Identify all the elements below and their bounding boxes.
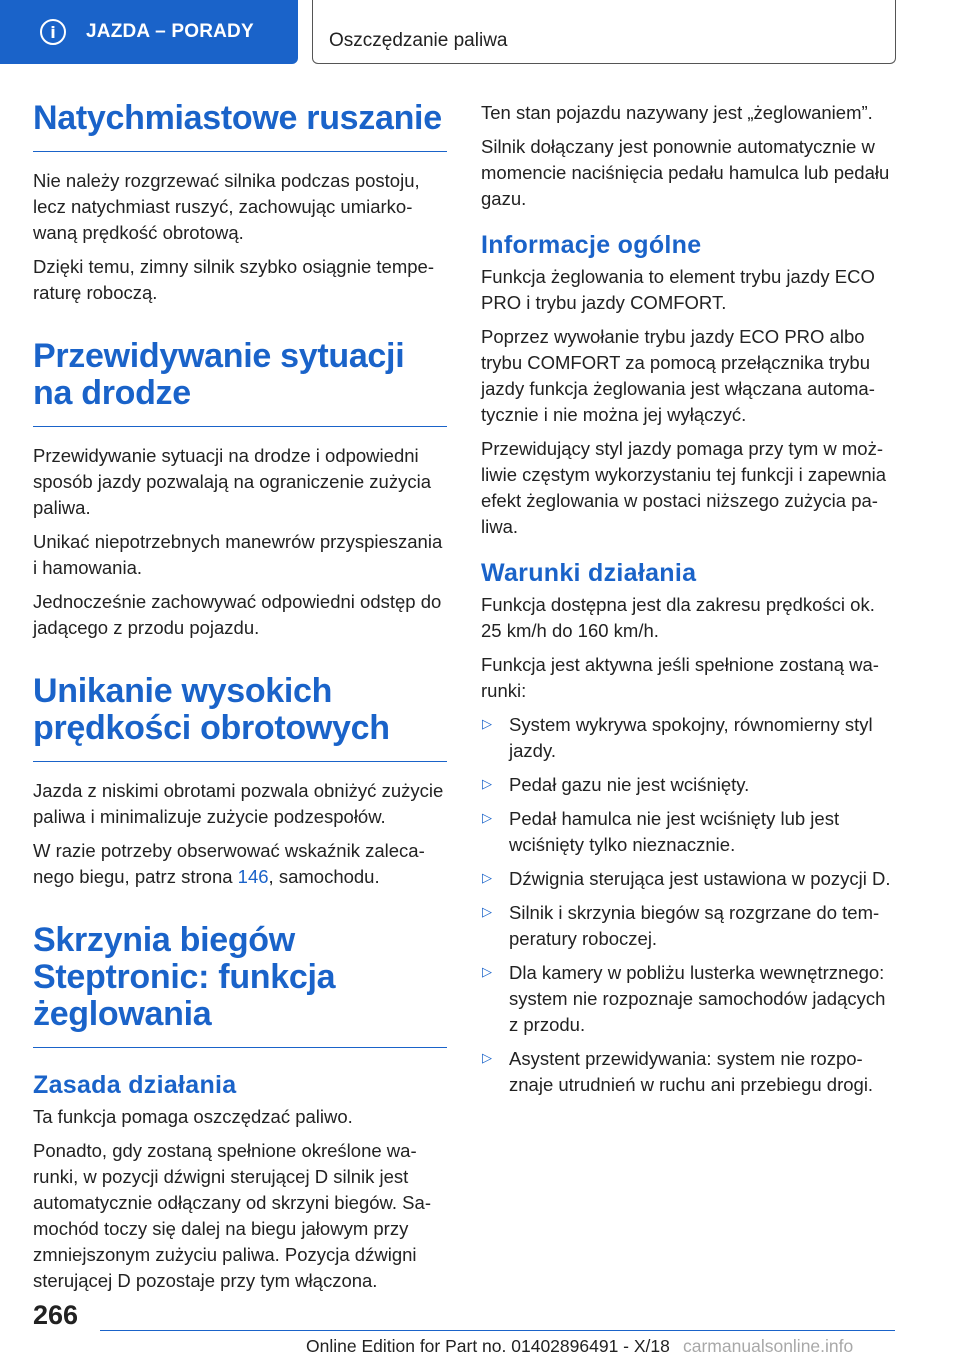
page-header: [312, 0, 896, 64]
heading-anticipation: Przewidywanie sytuacji na drodze: [33, 338, 447, 427]
paragraph: [33, 838, 447, 890]
section-label: JAZDA – PORADY: [86, 21, 254, 42]
page-title: Oszczędzanie paliwa: [329, 30, 508, 51]
paragraph: Ten stan pojazdu nazywany jest „żeglowaniem”.: [481, 102, 873, 123]
subheading-conditions: Warunki działania: [481, 559, 697, 587]
list-item: ▷ Dla kamery w pobliżu lusterka wewnętrznego: system nie rozpoznaje samochodów jadących z przodu.: [482, 962, 886, 1035]
info-icon: i: [40, 19, 66, 45]
paragraph: Ponadto, gdy zostaną spełnione określone warunki, w pozycji dźwigni sterującej D silnik jest automatycznie odłączany od skrzyni biegów. Samochód toczy się dalej na biegu jałowym przy zmniejszonym zużyciu paliwa. Pozycja dźwigni sterującej D pozostaje przy tym włączona.: [33, 1140, 431, 1291]
triangle-bullet-icon: ▷: [482, 965, 492, 980]
paragraph: Unikać niepotrzebnych manewrów przyspieszania i hamowania.: [33, 531, 443, 578]
paragraph: Funkcja dostępna jest dla zakresu prędkości ok. 25 km/h do 160 km/h.: [481, 594, 875, 641]
triangle-bullet-icon: ▷: [482, 717, 492, 732]
paragraph: Ta funkcja pomaga oszczędzać paliwo.: [33, 1106, 353, 1127]
edition-text: Online Edition for Part no. 01402896491 - X/18: [306, 1336, 670, 1356]
list-item: ▷ Silnik i skrzynia biegów są rozgrzane do temperatury roboczej.: [482, 902, 880, 949]
subheading-principle: Zasada działania: [33, 1071, 237, 1099]
paragraph: Przewidywanie sytuacji na drodze i odpowiedni sposób jazdy pozwalają na ograniczenie zużycia paliwa.: [33, 445, 431, 518]
right-column: [481, 100, 899, 1106]
paragraph: Funkcja jest aktywna jeśli spełnione zostaną warunki:: [481, 654, 879, 701]
heading-steptronic-coasting: Skrzynia biegów Steptronic: funkcja żeglowania: [33, 922, 447, 1048]
paragraph: Nie należy rozgrzewać silnika podczas postoju, lecz natychmiast ruszyć, zachowując umiarkowaną prędkość obrotową.: [33, 170, 420, 243]
heading-immediate-start: Natychmiastowe ruszanie: [33, 100, 447, 152]
text-fragment: W razie potrzeby obserwować wskaźnik zalecanego biegu, patrz strona: [33, 840, 425, 887]
paragraph: Jednocześnie zachowywać odpowiedni odstęp do jadącego z przodu pojazdu.: [33, 591, 442, 638]
watermark: carmanualsonline.info: [680, 1336, 853, 1357]
section-tab: [0, 0, 298, 64]
footer-divider: [100, 1330, 895, 1331]
paragraph: Przewidujący styl jazdy pomaga przy tym w możliwie częstym wykorzystaniu tej funkcji i zapewnia efekt żeglowania w postaci niższego zużycia paliwa.: [481, 438, 887, 537]
triangle-bullet-icon: ▷: [482, 905, 492, 920]
subheading-general-info: Informacje ogólne: [481, 231, 702, 259]
triangle-bullet-icon: ▷: [482, 777, 492, 792]
triangle-bullet-icon: ▷: [482, 871, 492, 886]
left-column: [33, 100, 447, 1302]
list-item: ▷ Asystent przewidywania: system nie rozpoznaje utrudnień w ruchu ani przebiegu drogi.: [482, 1048, 874, 1095]
paragraph: Silnik dołączany jest ponownie automatycznie w momencie naciśnięcia pedału hamulca lub pedału gazu.: [481, 136, 890, 209]
list-item: ▷ System wykrywa spokojny, równomierny styl jazdy.: [482, 714, 873, 761]
paragraph: Jazda z niskimi obrotami pozwala obniżyć zużycie paliwa i minimalizuje zużycie podzespołów.: [33, 780, 444, 827]
list-item: ▷ Pedał hamulca nie jest wciśnięty lub jest wciśnięty tylko nieznacznie.: [482, 808, 840, 855]
list-item: ▷ Pedał gazu nie jest wciśnięty.: [481, 772, 899, 798]
list-item: ▷ Dźwignia sterująca jest ustawiona w pozycji D.: [481, 866, 899, 892]
page-link[interactable]: 146: [237, 866, 269, 887]
triangle-bullet-icon: ▷: [482, 1051, 492, 1066]
text-fragment: , samochodu.: [268, 866, 380, 887]
conditions-list: [481, 712, 899, 1098]
triangle-bullet-icon: ▷: [482, 811, 492, 826]
paragraph: Funkcja żeglowania to element trybu jazdy ECO PRO i trybu jazdy COMFORT.: [481, 266, 875, 313]
heading-avoid-high-rpm: Unikanie wysokich prędkości obrotowych: [33, 673, 447, 762]
paragraph: Dzięki temu, zimny silnik szybko osiągnie temperaturę roboczą.: [33, 256, 434, 303]
paragraph: Poprzez wywołanie trybu jazdy ECO PRO albo trybu COMFORT za pomocą przełącznika trybu jazdy funkcja żeglowania jest włączana automatycznie i nie można jej wyłączyć.: [481, 326, 875, 425]
page-number: 266: [33, 1300, 79, 1330]
